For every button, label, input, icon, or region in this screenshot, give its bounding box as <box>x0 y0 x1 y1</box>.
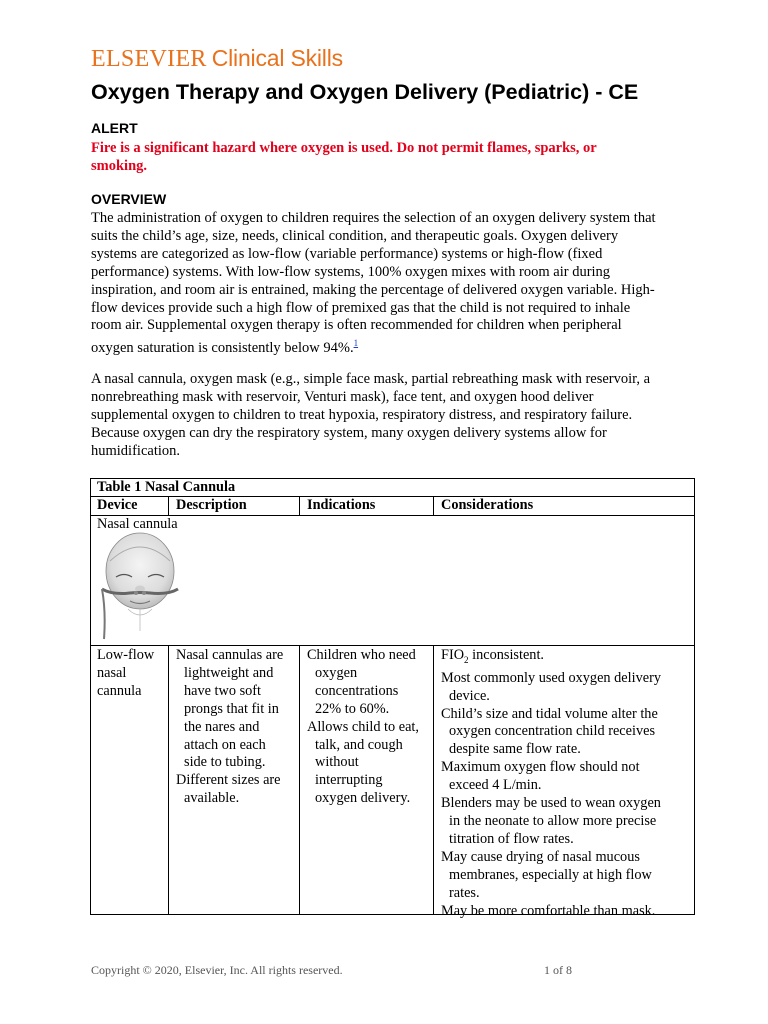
text-line: suits the child’s age, size, needs, clinical condition, and therapeutic goals. Oxygen delivery <box>91 227 619 244</box>
cell-line: have two soft <box>184 682 262 699</box>
cell-line: cannula <box>97 682 142 699</box>
table-caption: Table 1 Nasal Cannula <box>97 479 236 495</box>
cell-line: Children who need <box>307 647 416 663</box>
cell-line: membranes, especially at high flow <box>449 866 652 883</box>
text-line: humidification. <box>91 442 180 459</box>
table-border <box>90 645 695 646</box>
column-header-indications: Indications <box>307 497 376 513</box>
cell-line: Nasal cannulas are <box>176 647 284 663</box>
cell-line: oxygen <box>315 664 358 681</box>
table-border <box>168 496 169 516</box>
cell-line: nasal <box>97 664 127 681</box>
cell-line: attach on each <box>184 736 266 753</box>
cell-line: side to tubing. <box>184 754 266 771</box>
column-header-description: Description <box>176 497 247 513</box>
column-header-considerations: Considerations <box>441 497 534 513</box>
alert-line: Fire is a significant hazard where oxygen is used. Do not permit flames, sparks, or <box>91 140 597 156</box>
brand-name: ELSEVIER <box>91 46 207 72</box>
footer-copyright: Copyright © 2020, Elsevier, Inc. All rights reserved. <box>91 963 343 977</box>
text-line: systems are categorized as low-flow (variable performance) systems or high-flow (fixed <box>91 245 603 262</box>
considerations-cell <box>441 647 661 920</box>
description-cell <box>176 647 283 808</box>
text-line: nonrebreathing mask with reservoir, Venturi mask), face tent, and oxygen hood deliver <box>91 388 594 405</box>
footnote-link[interactable]: 1 <box>353 338 359 349</box>
cell-line: May cause drying of nasal mucous <box>441 848 640 865</box>
cell-line <box>441 647 661 670</box>
page-title: Oxygen Therapy and Oxygen Delivery (Pediatric) - CE <box>91 80 639 104</box>
alert-heading: ALERT <box>91 120 138 136</box>
table-border <box>433 645 434 915</box>
overview-paragraph-1 <box>91 210 691 358</box>
table-border <box>90 515 695 516</box>
cell-line: prongs that fit in <box>184 700 279 717</box>
text-line: inspiration, and room air is entrained, making the percentage of delivered oxygen variable. High- <box>91 281 655 298</box>
cell-line: lightweight and <box>184 664 274 681</box>
cell-line: talk, and cough <box>315 736 403 753</box>
cell-line: Maximum oxygen flow should not <box>441 759 640 776</box>
brand-logo <box>91 45 343 73</box>
table-border <box>299 645 300 915</box>
cell-line: Different sizes are <box>176 772 281 789</box>
image-caption: Nasal cannula <box>97 516 178 532</box>
cell-line: exceed 4 L/min. <box>449 777 542 794</box>
cell-line: interrupting <box>315 772 383 789</box>
overview-heading: OVERVIEW <box>91 191 167 207</box>
child-nasal-cannula-illustration <box>100 531 180 644</box>
text-line: supplemental oxygen to children to treat hypoxia, respiratory distress, and respiratory failure. <box>91 406 633 423</box>
table-border <box>168 645 169 915</box>
fio-label: FIO <box>441 647 465 663</box>
cell-line: Most commonly used oxygen delivery <box>441 669 661 686</box>
device-cell <box>97 647 154 701</box>
text-line: Because oxygen can dry the respiratory system, many oxygen delivery systems allow for <box>91 424 607 441</box>
cell-line: 22% to 60%. <box>315 700 390 717</box>
text-line: room air. Supplemental oxygen therapy is often recommended for children when peripheral <box>91 317 622 334</box>
cell-line: without <box>315 754 359 771</box>
cell-line: rates. <box>449 884 480 901</box>
alert-text <box>91 139 661 175</box>
cell-line: despite same flow rate. <box>449 741 581 758</box>
cell-line: the nares and <box>184 718 260 735</box>
fio-rest: inconsistent. <box>468 647 544 663</box>
text-line: flow devices provide such a high flow of premixed gas that the child is not required to inhale <box>91 299 631 316</box>
cell-line: Child’s size and tidal volume alter the <box>441 705 658 722</box>
footer-page-number: 1 of 8 <box>544 963 572 977</box>
cell-line: device. <box>449 687 490 704</box>
text-line: A nasal cannula, oxygen mask (e.g., simple face mask, partial rebreathing mask with reservoir, a <box>91 371 651 387</box>
text-line: performance) systems. With low-flow systems, 100% oxygen mixes with room air during <box>91 263 611 280</box>
brand-product: Clinical Skills <box>211 45 343 71</box>
text-line-body: oxygen saturation is consistently below 94%. <box>91 340 354 357</box>
cell-line: May be more comfortable than mask. <box>441 902 656 919</box>
cell-line: concentrations <box>315 682 399 699</box>
table-border <box>299 496 300 516</box>
alert-line: smoking. <box>91 158 148 174</box>
nasal-cannula-table <box>90 478 695 919</box>
column-header-device: Device <box>97 497 138 513</box>
cell-line: oxygen concentration child receives <box>449 723 656 740</box>
overview-paragraph-2 <box>91 371 691 461</box>
cell-line: titration of flow rates. <box>449 830 574 847</box>
cell-line: Allows child to eat, <box>307 718 419 735</box>
table-border <box>433 496 434 516</box>
table-border <box>90 478 91 915</box>
text-line <box>91 335 691 358</box>
cell-line: available. <box>184 790 240 807</box>
indications-cell <box>307 647 419 808</box>
text-line: The administration of oxygen to children requires the selection of an oxygen delivery system that <box>91 210 656 226</box>
cell-line: Blenders may be used to wean oxygen <box>441 795 661 812</box>
table-border <box>694 478 695 915</box>
cell-line: in the neonate to allow more precise <box>449 813 657 830</box>
cell-line: oxygen delivery. <box>315 790 411 807</box>
fio-subscript: 2 <box>464 654 469 665</box>
cell-line: Low-flow <box>97 647 155 663</box>
